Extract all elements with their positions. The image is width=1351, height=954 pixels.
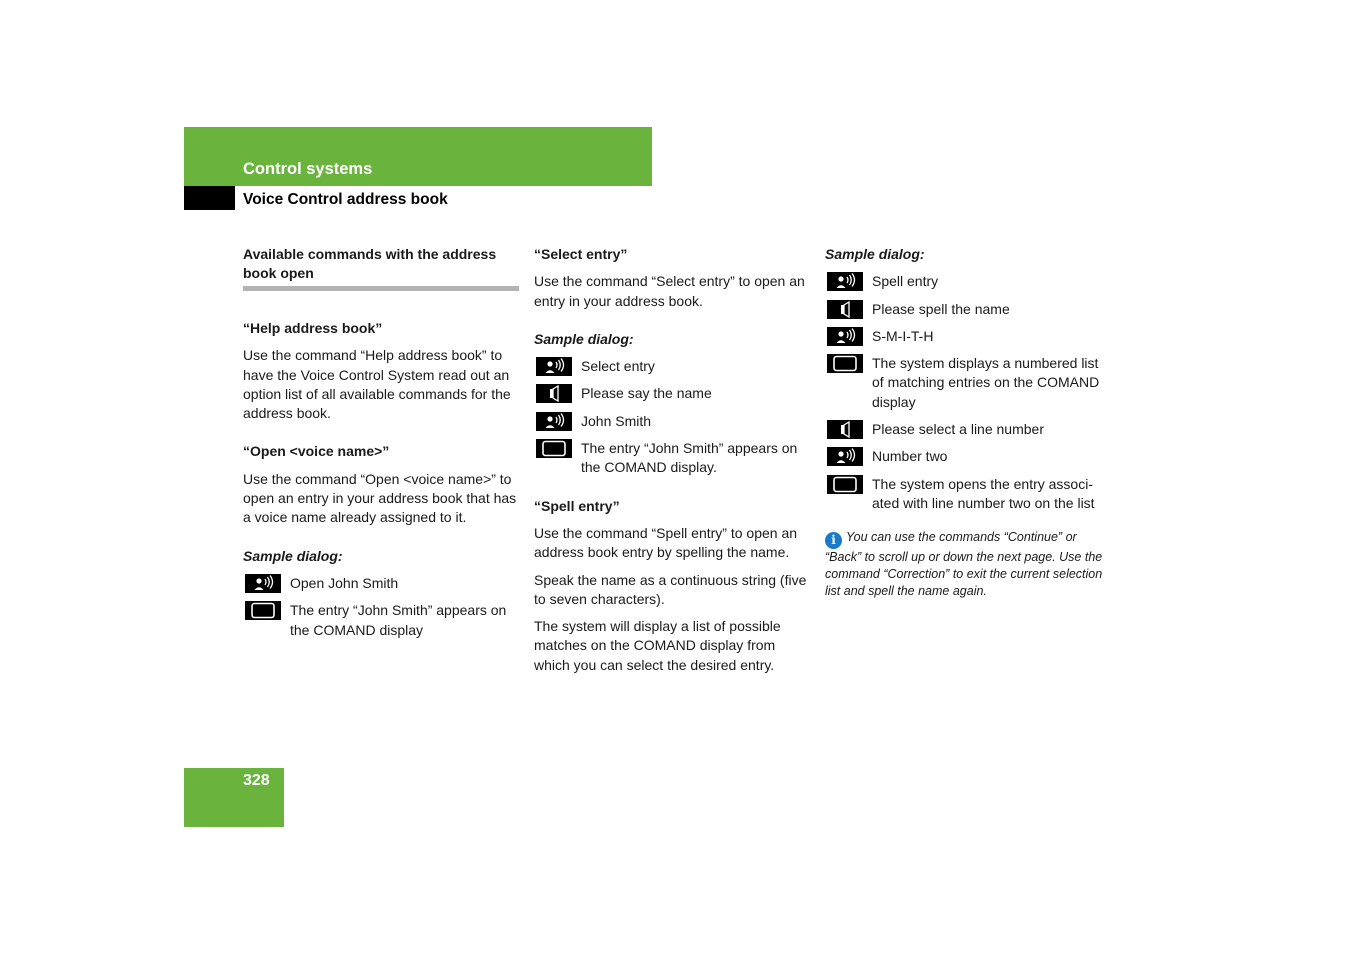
dialog-row-text: Open John Smith bbox=[290, 574, 399, 591]
command-select-entry: “Select entry” bbox=[534, 246, 628, 262]
command-open-voice-name: “Open <voice name>” bbox=[243, 443, 390, 460]
sample-dialog bbox=[243, 574, 519, 640]
dialog-row-text: John Smith bbox=[581, 412, 652, 429]
sample-dialog bbox=[825, 272, 1105, 513]
speaker-icon bbox=[536, 384, 572, 403]
section-title: Control systems bbox=[243, 160, 373, 178]
display-screen-icon bbox=[245, 601, 281, 620]
display-screen-icon bbox=[536, 439, 572, 458]
sample-dialog-label: Sample dialog: bbox=[243, 547, 343, 564]
dialog-row bbox=[825, 327, 1105, 346]
voice-speak-icon bbox=[536, 412, 572, 431]
dialog-row-text: The system opens the entry associ-ated with line number two on the list bbox=[872, 475, 1095, 511]
speaker-icon bbox=[827, 420, 863, 439]
dialog-row bbox=[825, 354, 1105, 412]
dialog-row-text: The entry “John Smith” appears on the COMAND display. bbox=[581, 440, 798, 476]
speaker-icon bbox=[827, 300, 863, 319]
display-screen-icon bbox=[827, 354, 863, 373]
dialog-row bbox=[534, 384, 809, 403]
sample-dialog bbox=[534, 357, 809, 477]
dialog-row bbox=[243, 574, 519, 593]
heading-rule bbox=[243, 286, 519, 291]
dialog-row bbox=[825, 447, 1105, 466]
dialog-row-text: Select entry bbox=[581, 358, 655, 375]
page-number: 328 bbox=[243, 772, 270, 789]
command-spell-entry: “Spell entry” bbox=[534, 497, 620, 514]
dialog-row bbox=[534, 412, 809, 431]
dialog-row bbox=[825, 475, 1105, 514]
column-1 bbox=[243, 245, 519, 640]
dialog-row-text: Please spell the name bbox=[872, 300, 1010, 317]
dialog-row-text: S-M-I-T-H bbox=[872, 327, 934, 344]
voice-speak-icon bbox=[827, 327, 863, 346]
spell-string-text: Speak the name as a continuous string (five to seven characters). bbox=[534, 571, 807, 607]
select-entry-text: Use the command “Select entry” to open an entry in your address book. bbox=[534, 273, 805, 309]
dialog-row-text: Please say the name bbox=[581, 385, 712, 402]
spell-entry-text: Use the command “Spell entry” to open an address book entry by spelling the name. bbox=[534, 524, 798, 561]
commands-heading: Available commands with the address book open bbox=[243, 246, 497, 281]
voice-speak-icon bbox=[827, 447, 863, 466]
sample-dialog-label: Sample dialog: bbox=[534, 330, 634, 347]
column-2 bbox=[534, 245, 809, 675]
dialog-row bbox=[534, 357, 809, 376]
dialog-row-text: Spell entry bbox=[872, 273, 939, 290]
dialog-row-text: The system displays a numbered list of matching entries on the COMAND display bbox=[872, 355, 1100, 410]
dialog-row bbox=[243, 601, 519, 640]
dialog-row bbox=[825, 300, 1105, 319]
voice-speak-icon bbox=[245, 574, 281, 593]
info-note-text: You can use the commands “Continue” or “Back” to scroll up or down the next page. Use the command “Correction” to exit the current selection list and spell the name again. bbox=[825, 530, 1103, 599]
info-note bbox=[825, 529, 1105, 600]
voice-speak-icon bbox=[827, 272, 863, 291]
command-help-address-book: “Help address book” bbox=[243, 320, 383, 336]
help-address-book-text: Use the command “Help address book” to have the Voice Control System read out an option list of all available commands for the address book. bbox=[243, 347, 511, 422]
sample-dialog-label: Sample dialog: bbox=[825, 246, 925, 262]
info-icon: i bbox=[825, 532, 842, 549]
dialog-row bbox=[825, 272, 1105, 291]
header-tab-marker bbox=[184, 186, 235, 210]
voice-speak-icon bbox=[536, 357, 572, 376]
page-subtitle: Voice Control address book bbox=[243, 191, 448, 208]
spell-matches-text: The system will display a list of possible matches on the COMAND display from which you can select the desired entry. bbox=[534, 618, 781, 673]
dialog-row-text: The entry “John Smith” appears on the COMAND display bbox=[290, 602, 507, 638]
open-voice-name-text: Use the command “Open <voice name>” to open an entry in your address book that has a voice name already assigned to it. bbox=[243, 470, 517, 526]
dialog-row-text: Number two bbox=[872, 448, 948, 465]
display-screen-icon bbox=[827, 475, 863, 494]
dialog-row bbox=[825, 420, 1105, 439]
dialog-row bbox=[534, 439, 809, 478]
dialog-row-text: Please select a line number bbox=[872, 421, 1044, 438]
column-3 bbox=[825, 245, 1105, 600]
